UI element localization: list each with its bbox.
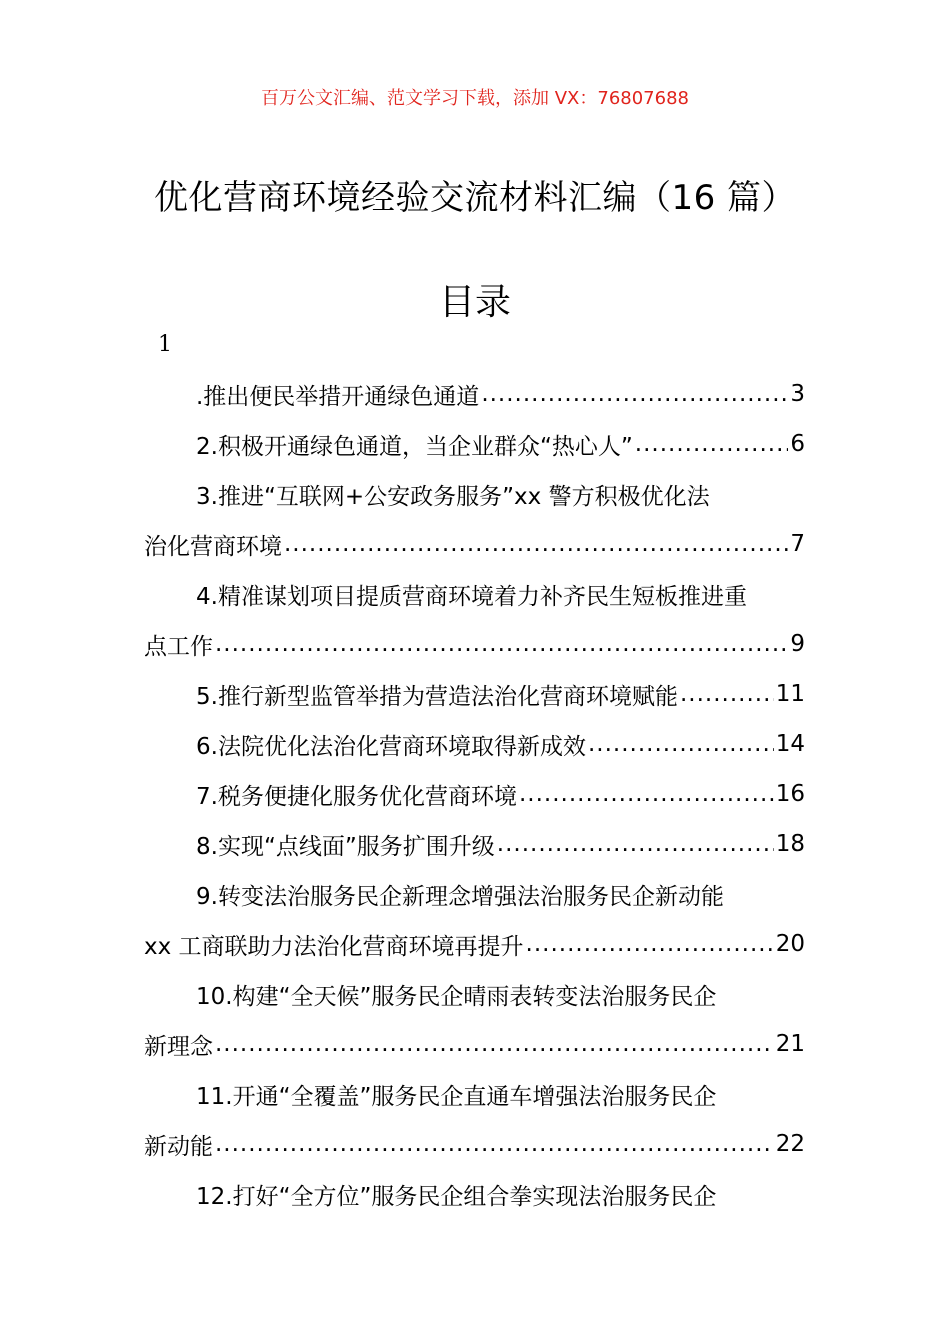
toc-entry-title: 9.转变法治服务民企新理念增强法治服务民企新动能 (196, 883, 724, 910)
toc-entry-title-cont: 治化营商环境 (144, 533, 282, 560)
toc-entry-title: 5.推行新型监管举措为营造法治化营商环境赋能 (196, 683, 678, 710)
toc-entry-title: 12.打好“全方位”服务民企组合拳实现法治服务民企 (196, 1183, 717, 1210)
table-of-contents (144, 369, 805, 1219)
toc-entry[interactable] (144, 469, 805, 519)
toc-entry-title: 10.构建“全天候”服务民企晴雨表转变法治服务民企 (196, 983, 717, 1010)
toc-leader-dots (481, 381, 788, 407)
document-title: 优化营商环境经验交流材料汇编（16 篇） (153, 178, 797, 218)
toc-entry-page: 18 (775, 831, 805, 857)
toc-entry-title: 7.税务便捷化服务优化营商环境 (196, 783, 517, 810)
toc-entry-title: 8.实现“点线面”服务扩围升级 (196, 833, 495, 860)
toc-entry-page: 14 (775, 731, 805, 757)
toc-entry-page: 22 (775, 1131, 805, 1157)
toc-entry-continuation[interactable] (144, 1119, 805, 1169)
toc-leader-dots (588, 731, 774, 757)
toc-leader-dots (284, 531, 788, 557)
download-banner: 百万公文汇编、范文学习下载，添加 VX：76807688 (261, 88, 689, 109)
toc-leader-dots (215, 1131, 774, 1157)
toc-entry[interactable] (144, 369, 805, 419)
toc-leader-dots (215, 1031, 774, 1057)
toc-heading: 目录 (438, 282, 511, 323)
toc-entry-title: 6.法院优化法治化营商环境取得新成效 (196, 733, 586, 760)
toc-entry[interactable] (144, 869, 805, 919)
toc-leader-dots (526, 931, 774, 957)
toc-entry[interactable] (144, 719, 805, 769)
toc-entry-title: 4.精准谋划项目提质营商环境着力补齐民生短板推进重 (196, 583, 747, 610)
toc-leader-dots (519, 781, 774, 807)
toc-entry-page: 3 (790, 381, 805, 407)
toc-leader-dots (680, 681, 774, 707)
toc-entry-page: 7 (790, 531, 805, 557)
toc-entry[interactable] (144, 769, 805, 819)
toc-entry[interactable] (144, 819, 805, 869)
toc-entry-page: 11 (775, 681, 805, 707)
toc-entry-page: 9 (790, 631, 805, 657)
toc-entry[interactable] (144, 569, 805, 619)
toc-entry-page: 21 (775, 1031, 805, 1057)
toc-entry-continuation[interactable] (144, 1019, 805, 1069)
toc-entry[interactable] (144, 1069, 805, 1119)
toc-leader-dots (497, 831, 774, 857)
toc-entry-title: .推出便民举措开通绿色通道 (196, 383, 480, 410)
toc-entry-title-cont: 新动能 (144, 1133, 213, 1160)
toc-entry-title-cont: xx 工商联助力法治化营商环境再提升 (144, 933, 524, 960)
toc-entry-title: 2.积极开通绿色通道，当企业群众“热心人” (196, 433, 633, 460)
toc-entry-title: 11.开通“全覆盖”服务民企直通车增强法治服务民企 (196, 1083, 717, 1110)
toc-leader-dots (635, 431, 789, 457)
toc-entry-continuation[interactable] (144, 919, 805, 969)
toc-leader-dots (215, 631, 788, 657)
toc-entry[interactable] (144, 669, 805, 719)
toc-entry-continuation[interactable] (144, 519, 805, 569)
toc-entry-page: 20 (775, 931, 805, 957)
toc-entry-title-cont: 点工作 (144, 633, 213, 660)
toc-entry-continuation[interactable] (144, 619, 805, 669)
toc-entry-page: 6 (790, 431, 805, 457)
toc-entry-title-cont: 新理念 (144, 1033, 213, 1060)
toc-entry[interactable] (144, 419, 805, 469)
toc-entry[interactable] (144, 1169, 805, 1219)
toc-entry[interactable] (144, 969, 805, 1019)
section-marker: 1 (158, 332, 172, 357)
toc-entry-title: 3.推进“互联网+公安政务服务”xx 警方积极优化法 (196, 483, 710, 510)
toc-entry-page: 16 (775, 781, 805, 807)
